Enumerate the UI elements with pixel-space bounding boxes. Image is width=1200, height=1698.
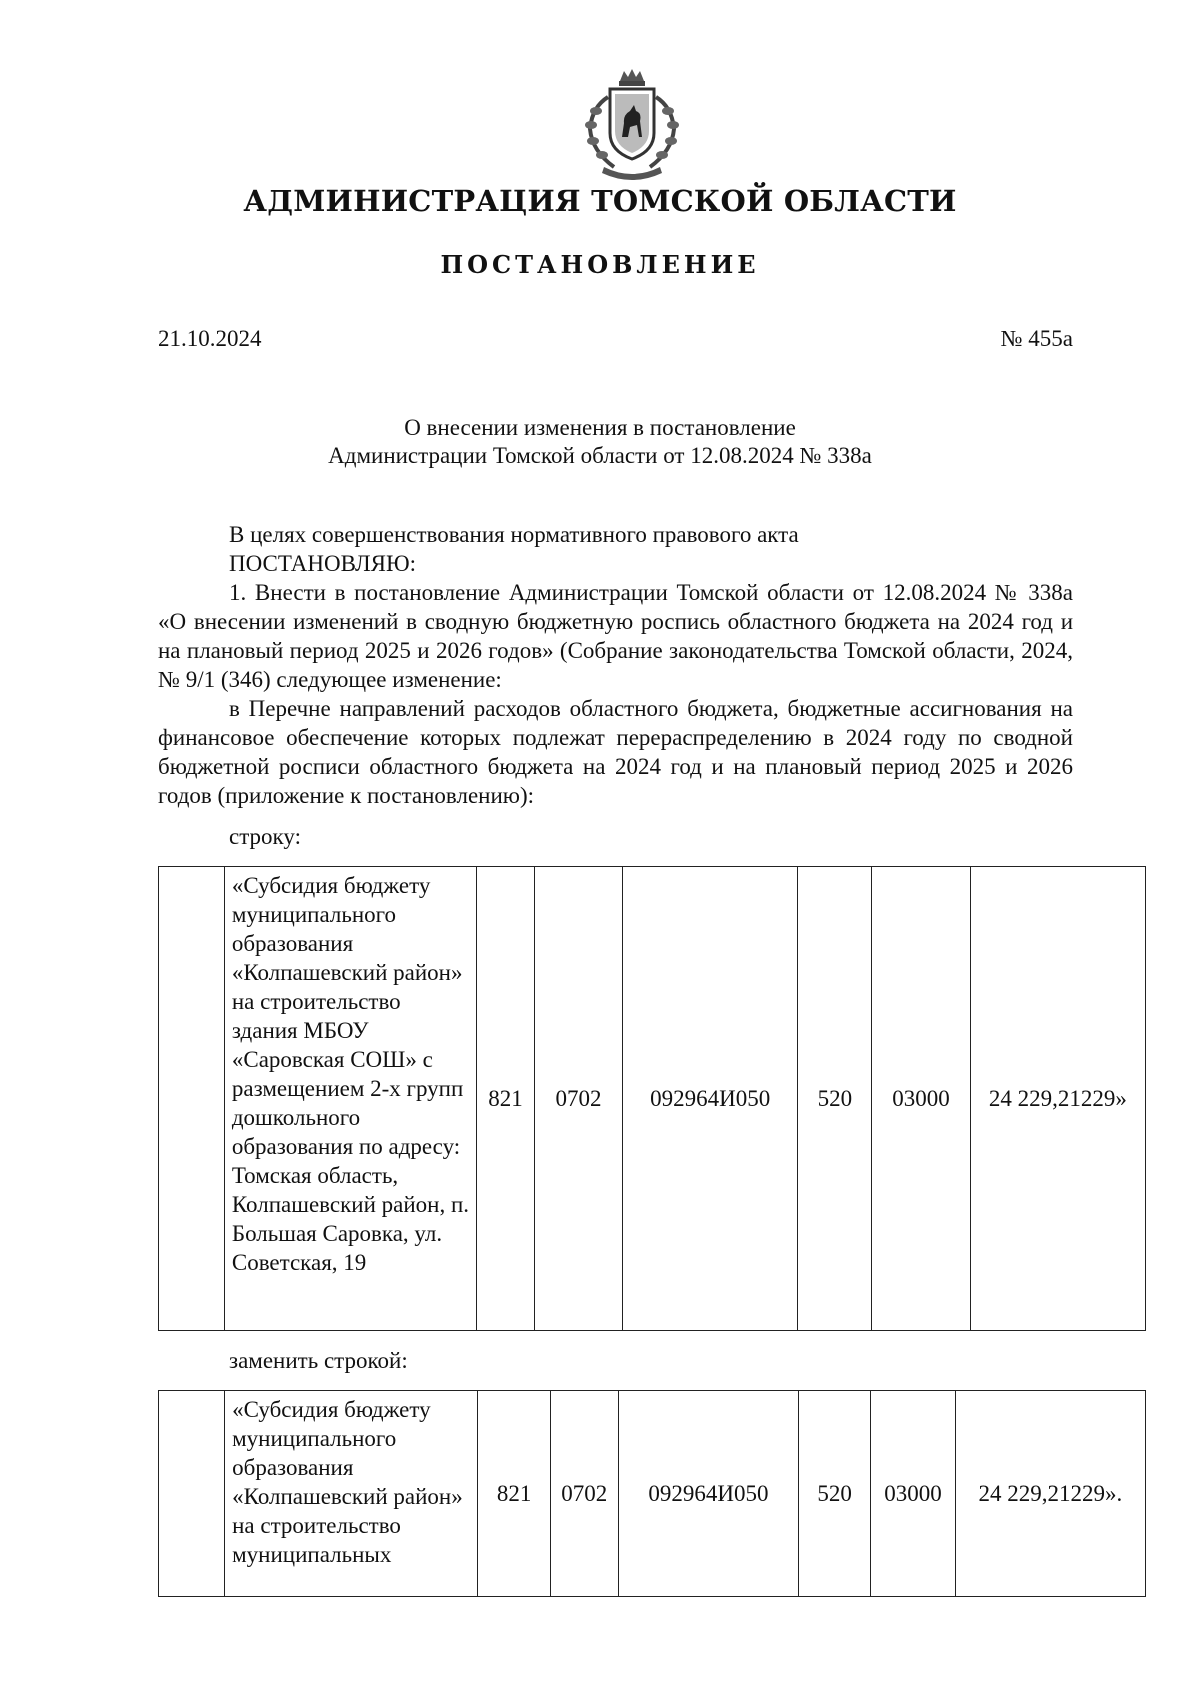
table-old-row [158,866,1146,1331]
document-body [158,520,1073,810]
label-new-row: заменить строкой: [229,1348,408,1373]
cell-gr: 821 [478,1391,550,1597]
subject-line-2: Администрации Томской области от 12.08.2024 № 338а [328,443,872,468]
table-row [159,867,1146,1331]
cell-amount: 24 229,21229» [970,867,1145,1331]
document-date: 21.10.2024 [158,326,262,351]
organization-title: АДМИНИСТРАЦИЯ ТОМСКОЙ ОБЛАСТИ [243,184,957,218]
cell-csr: 092964И050 [618,1391,798,1597]
paragraph-decree: ПОСТАНОВЛЯЮ: [229,551,417,576]
paragraph-list: в Перечне направлений расходов областного бюджета, бюджетные ассигнования на финансовое обеспечение которых подлежат перераспределению в 2024 году по сводной бюджетной росписи областного бюджета на 2024 год и на плановый период 2025 и 2026 годов (приложение к постановлению): [158,696,1073,808]
table-new-row [158,1390,1146,1597]
cell-vr: 520 [798,1391,870,1597]
cell-vr: 520 [798,867,872,1331]
document-type: ПОСТАНОВЛЕНИЕ [440,250,760,279]
document-subject [0,414,1200,470]
cell-code: 03000 [872,867,970,1331]
coat-of-arms-icon [574,67,690,185]
cell-name: «Субсидия бюджету муниципального образования «Колпашевский район» на строительство здания МБОУ «Саровская СОШ» с размещением 2-х групп дошкольного образования по адресу: Томская область, Колпашевский район, п. Большая Саровка, ул. Советская, 19 [224,867,476,1331]
cell-gr: 821 [477,867,535,1331]
paragraph-purpose: В целях совершенствования нормативного правового акта [229,522,799,547]
table-row [159,1391,1146,1597]
paragraph-item-1: 1. Внести в постановление Администрации Томской области от 12.08.2024 № 338а «О внесении изменений в сводную бюджетную роспись областного бюджета на 2024 год и на плановый период 2025 и 2026 годов» (Собрание законодательства Томской области, 2024, № 9/1 (346) следующее изменение: [158,580,1073,692]
label-old-row: строку: [229,824,301,849]
cell-name: «Субсидия бюджету муниципального образования «Колпашевский район» на строительство муниципальных [225,1391,478,1597]
cell-code: 03000 [871,1391,955,1597]
document-number: № 455а [1000,326,1073,351]
subject-line-1: О внесении изменения в постановление [404,415,796,440]
cell-amount: 24 229,21229». [955,1391,1145,1597]
cell-csr: 092964И050 [623,867,798,1331]
cell-index [159,1391,225,1597]
cell-index [159,867,225,1331]
cell-rz: 0702 [550,1391,618,1597]
cell-rz: 0702 [534,867,622,1331]
